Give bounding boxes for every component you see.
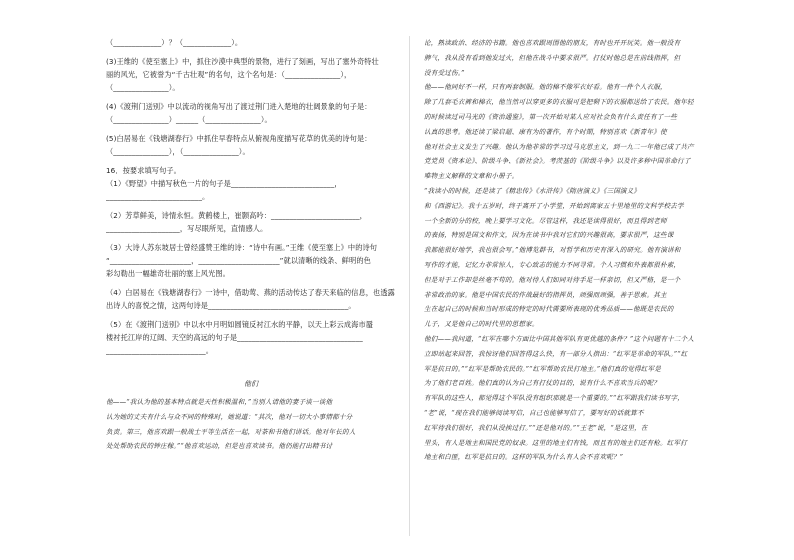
answer-blank-line: ___________________________。 (106, 346, 214, 355)
essay-line: 除了几套毛衣裤和棉衣，他当然可以穿更多的衣服可是把剩下的衣服都送给了农民。他年轻 (424, 98, 694, 107)
question-heading: 16．按要求填写句子。 (106, 166, 181, 175)
question-line: （5）在《渡荆门送别》中以水中月明如圆镜反衬江水的平静，以天上彩云成海市蜃 (106, 320, 374, 329)
essay-line: 地主和白匪，红军是抗日的。这样的军队为什么有人会不喜欢呢？” (424, 453, 624, 462)
essay-line: 里头，有人是地主和国民党的奴隶。这里的地主们有钱，而且有的地主们还有枪。红军打 (424, 438, 688, 447)
essay-line: 没有受过伤。” (424, 68, 465, 77)
question-line: (3)王维的《使至塞上》中，抓住沙漠中典型的景物，进行了刻画，写出了塞外奇特壮 (106, 57, 379, 66)
essay-line: 他们——我问道，“红军在哪个方面比中国其他军队有更优越的条件？”这个问题有十二个人 (424, 334, 695, 343)
essay-line: 儿子，又是他自己的时代里的思想家。 (424, 320, 539, 329)
column-divider (409, 36, 410, 536)
essay-line: 的时候读过司马光的《资治通鉴》，第一次开始对某人应对社会负有什么责任有了一些 (424, 112, 677, 121)
question-line: （3）大诗人苏东坡居士曾经盛赞王维的诗：“诗中有画。”王维《使至塞上》中的诗句 (106, 243, 378, 252)
essay-line: 军是抗日的。”“红军是帮助农民的。”“红军帮助农民打地主。”他们真的觉得红军是 (424, 364, 661, 373)
answer-blank-line: （_____________）？（_____________）。 (106, 38, 243, 47)
essay-line: 的表扬，特别是国文和作文，因为在读书中我对它们的兴趣很高，要求很严，这些课 (424, 231, 674, 240)
essay-title: 他们 (244, 380, 258, 388)
question-line: （4）白居易在《钱塘湖春行》一诗中，借助莺、燕的活动传达了春天来临的信息，也透露 (106, 288, 395, 297)
question-line: 出诗人的喜悦之情，这两句诗是______________________________________。 (106, 301, 356, 310)
essay-line: “我读小的时候，还是读了《精忠传》《水浒传》《隋唐演义》《三国演义》 (424, 186, 641, 195)
essay-line: 党党员《资本论》、阶级斗争、《新社会》。考茨基的《阶级斗争》以及许多种中国革命行了 (424, 157, 691, 166)
essay-line: 为了他们老百姓。他们真的认为自己有打仗的目的，说有什么不喜欢当兵的呢？ (424, 379, 661, 388)
answer-blank-line: __________________________。 (106, 192, 210, 201)
essay-line: 非常政治的家。他是中国农民的作战最好的指挥员，顽强而顽强，善于思索。其主 (424, 290, 667, 299)
essay-line: 负责。第三，他喜欢跟一般战士平等生活在一起，对茶和书他们讲话。他对年长的人 (106, 427, 356, 436)
question-line: 彩勾勒出一幅雄奇壮丽的塞上风光图。 (106, 269, 230, 278)
essay-line: 认真的思考。他还读了梁启超、康有为的著作，有个时期，特别喜欢《新青年》使 (424, 127, 667, 136)
essay-line: 他——“我认为他的基本特点就是天性积极温和，”当别人请他的妻子谈一谈他 (106, 398, 333, 406)
question-line: （2）芳草鲜美，诗情永恒。黄鹤楼上，崔颢高吟：________________________， (106, 211, 367, 220)
essay-line: 脾气，我从没有看到他发过火，但他在战斗中要求很严。打仗时他总是在前线指挥，但 (424, 53, 681, 62)
answer-blank-line: （_______________）______（_______________）。 (106, 115, 272, 124)
essay-line: 他对社会主义发生了兴趣。他认为他非常的学习过马克思主义，到一九二一年他已成了共产 (424, 142, 694, 151)
essay-line: 我都能很好地学，我也很会写。”他博览群书，对哲学和历史有深入的研究。他有演讲和 (424, 246, 681, 255)
right-column (424, 36, 724, 465)
essay-line: 立即站起来回答，我惊讶他们回答得这么快，有一部分人指出：“红军是革命的军队。”“红 (424, 349, 688, 358)
essay-line: 和《西游记》。我十五岁时，终于离开了小学堂，开始到离家五十里地里的文科学校去学 (424, 201, 684, 210)
answer-blank-line: （_______________）。 (106, 83, 180, 92)
question-line: ____________________，写尽眼所见，直情感人。 (106, 224, 268, 233)
question-line: (4)《渡荆门送别》中以流动的视角写出了渡过荆门进入楚地的壮阔景象的句子是： (106, 102, 372, 111)
essay-line: 唯物主义解释的文章和小册子。 (424, 172, 519, 181)
essay-line: 他——他同好不一样，只有两套制服。他的棉不像军衣好看。他有一件个人衣服， (424, 83, 667, 92)
essay-line: 处处帮助农民的钟庄稼。”“他喜欢运动，但是也喜欢读书。他仍能打出精书讨 (106, 442, 333, 451)
answer-blank-line: （_______________），（_______________）。 (106, 147, 250, 156)
question-line: “______________________，______________________”就以清晰的线条、鲜明的色 (106, 256, 371, 265)
question-line: 楼衬托江岸的辽阔、天空的高远的句子是__________________________________ (106, 333, 363, 342)
essay-line: 写作的才能，记忆力非常惊人，专心致志的能力不同寻常。个人习惯和外表都很朴素， (424, 260, 681, 269)
essay-line: 生在起自己的时候和当时形成的特定的时代需要所表现的优秀品质——他既是农民的 (424, 305, 674, 314)
left-column (106, 36, 396, 454)
essay-line: “老”说，“现在我们能够阅读写信，自己也能够写信了，要写好的话就算不 (424, 408, 644, 417)
essay-line: 有军队的这些人，都觉得这个军队没有组织那就是一个重要的。”“红军跟我们读书写字， (424, 394, 685, 403)
essay-line: 一个全新的分的校，晚上要学习文化。尽管这样，我还是读得很好，而且得到老师 (424, 216, 667, 225)
essay-line: 论，熟读政治、经济的书籍。他也喜欢跟周围他的朋友，有时也开开玩笑。他一般没有 (424, 39, 681, 47)
question-line: 丽的风光，它被誉为“千古壮观”的名句，这个名句是：（_______________）， (106, 70, 352, 79)
essay-line: 认为她的丈夫有什么与众不同的特殊时，她说道：“其次，他对一切大小事情都十分 (106, 412, 353, 421)
question-line: (5)白居易在《钱塘湖春行》中抓住早春特点从俯视角度描写花草的优美的诗句是： (106, 134, 372, 143)
essay-line: 但是对于工作却是丝毫不苟的。他对待人们如同对待手足一样亲切，但又严格，是一个 (424, 275, 681, 284)
question-line: （1）《野望》中描写秋色一片的句子是____________________________， (106, 179, 342, 188)
essay-line: 红军待我们很好，我们从没挨过打。”“还是他对的。”“王老”说，“是这里，在 (424, 423, 648, 432)
